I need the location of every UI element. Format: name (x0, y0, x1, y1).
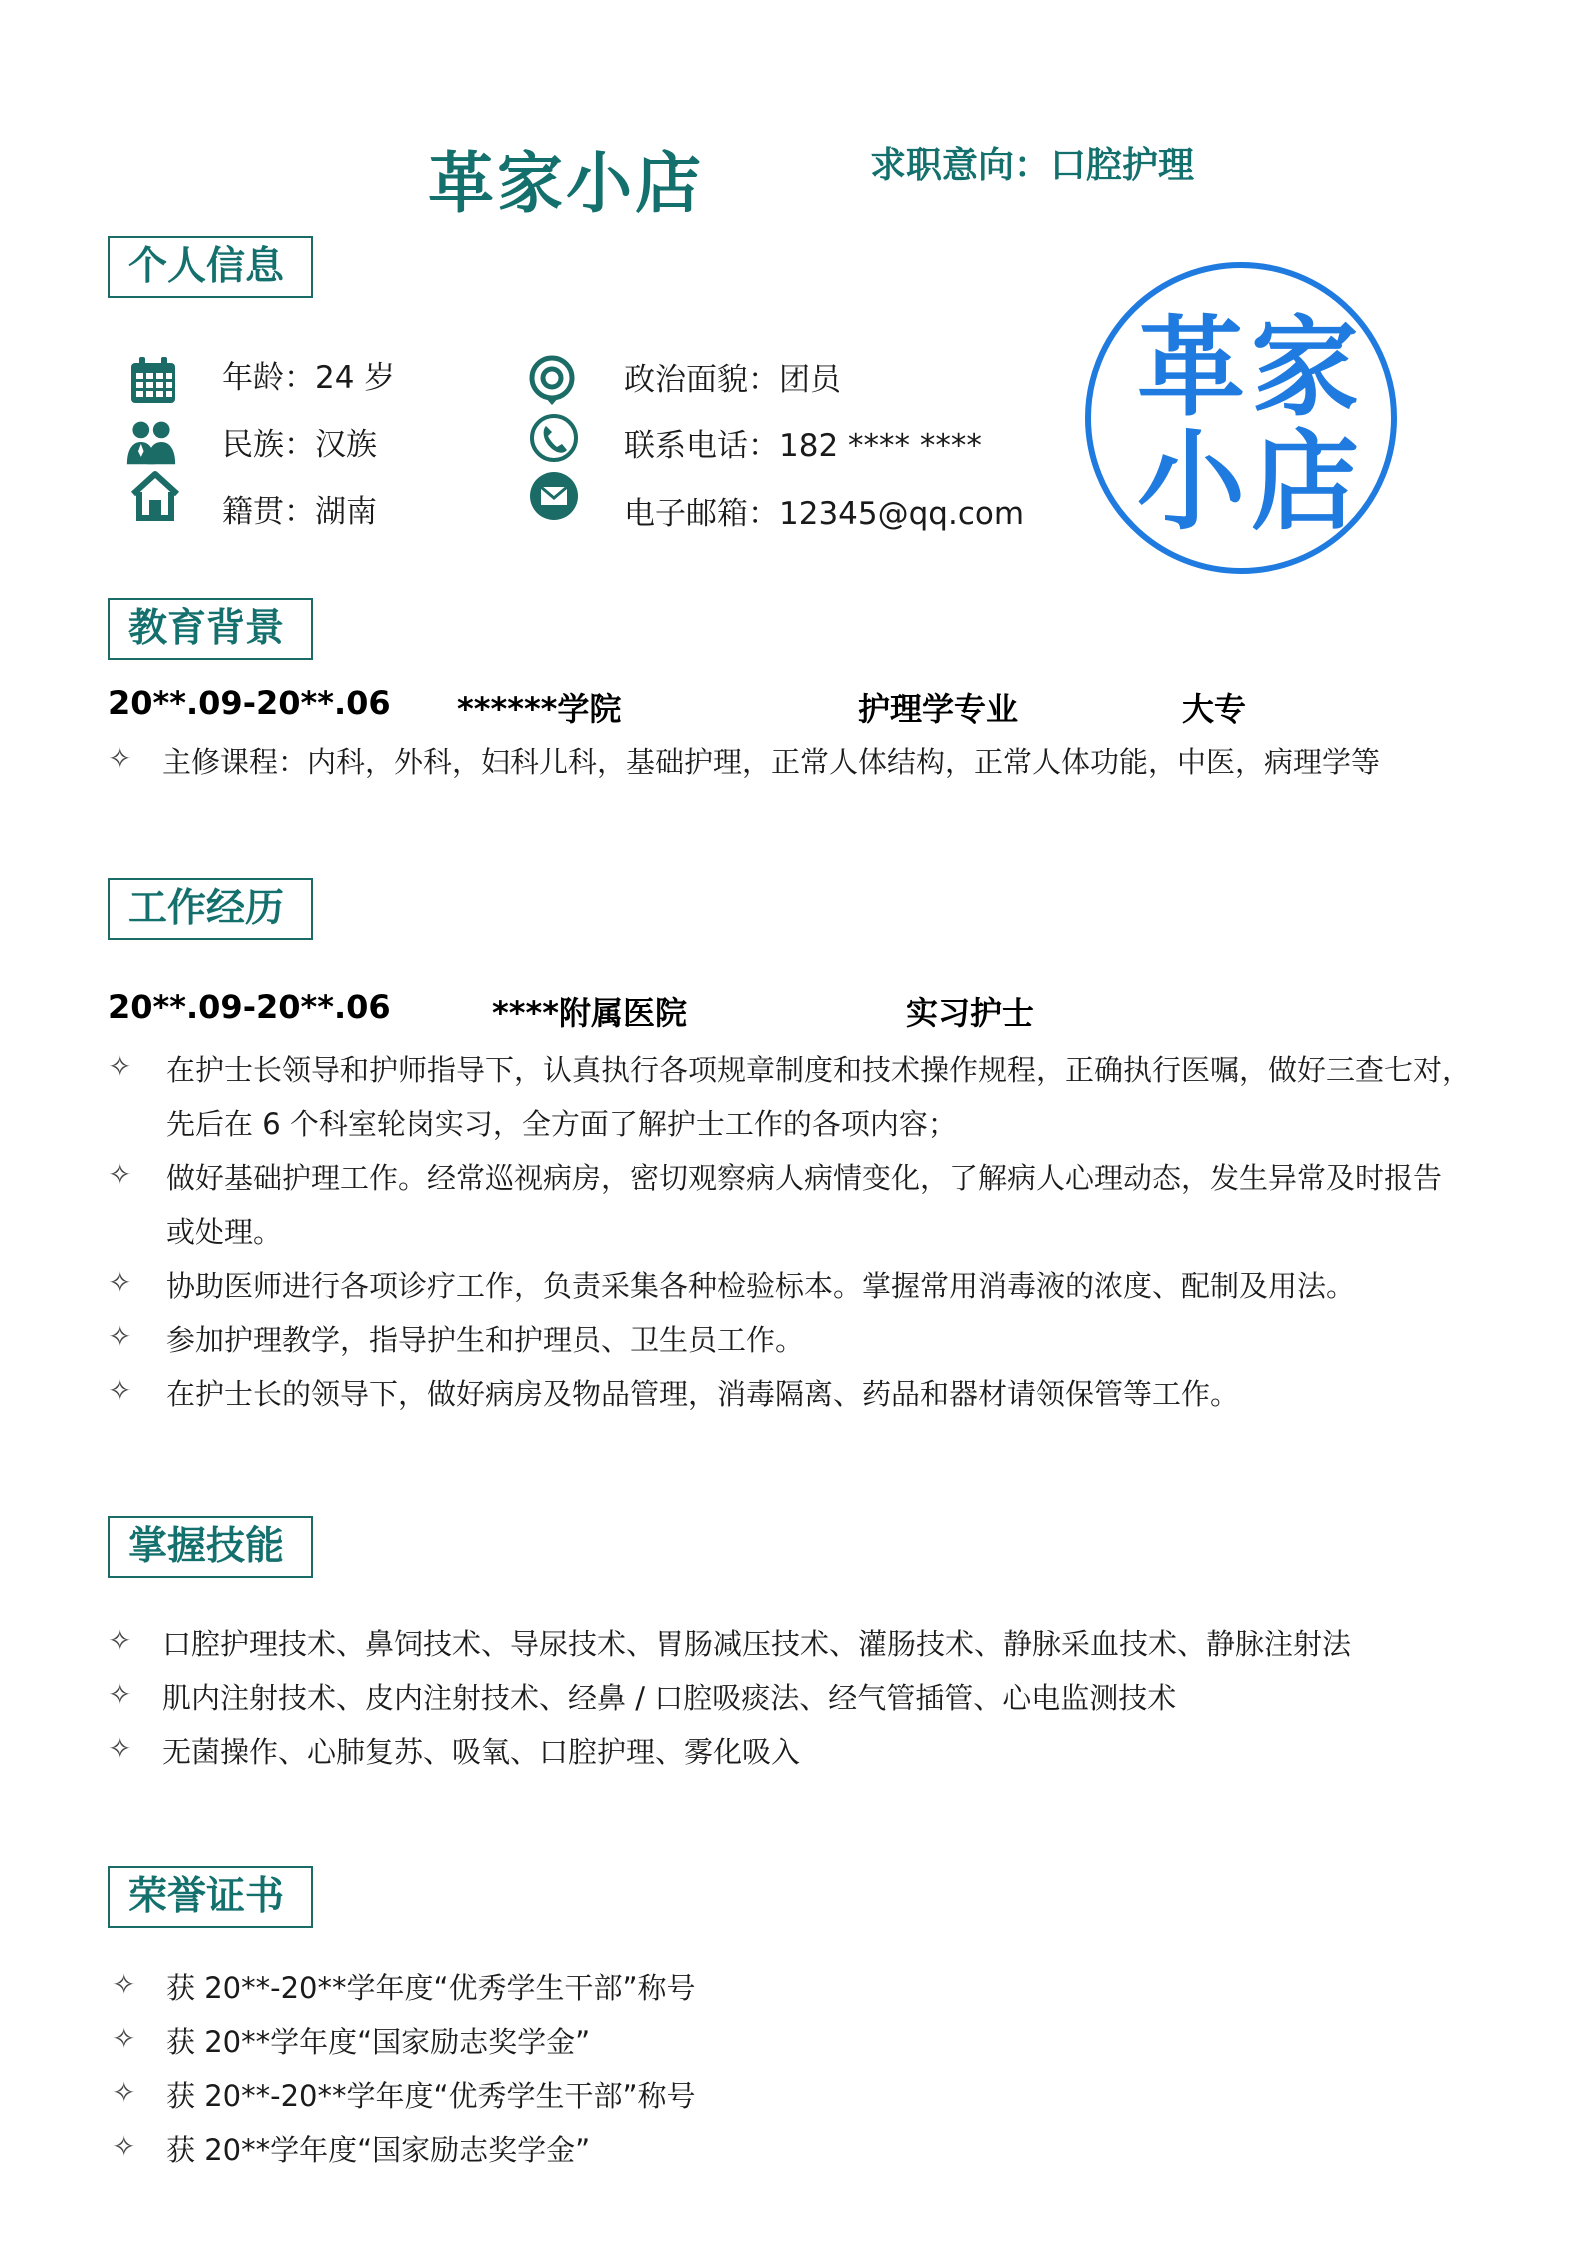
location-pin-icon (526, 354, 578, 406)
shop-stamp (1085, 262, 1397, 574)
bullet-icon: ✧ (108, 1732, 132, 1765)
people-icon (125, 416, 177, 468)
bullet-icon: ✧ (108, 1320, 132, 1353)
edu-period: 20**.09-20**.06 (108, 684, 391, 722)
edu-school: ******学院 (457, 690, 622, 728)
work-role: 实习护士 (906, 994, 1035, 1032)
phone-field: 联系电话：182 **** **** (624, 428, 982, 464)
stamp-char-1: 革 (1137, 305, 1246, 431)
section-title-education: 教育背景 (108, 598, 313, 660)
hometown-field: 籍贯：湖南 (222, 494, 377, 530)
work-item-line: 做好基础护理工作。经常巡视病房，密切观察病人病情变化，了解病人心理动态，发生异常及时报告 (166, 1161, 1443, 1195)
stamp-char-2: 家 (1251, 305, 1360, 431)
work-item-line: 在护士长的领导下，做好病房及物品管理，消毒隔离、药品和器材请领保管等工作。 (166, 1377, 1240, 1411)
ethnicity-field: 民族：汉族 (222, 427, 377, 463)
home-icon (129, 470, 181, 522)
email-field: 电子邮箱：12345@qq.com (624, 496, 1025, 532)
bullet-icon: ✧ (112, 2076, 136, 2109)
honor-item: 获 20**学年度“国家励志奖学金” (166, 2133, 591, 2167)
edu-courses: 主修课程：内科，外科，妇科儿科，基础护理，正常人体结构，正常人体功能，中医，病理学等 (162, 745, 1381, 779)
mail-icon (528, 470, 580, 522)
honor-item: 获 20**-20**学年度“优秀学生干部”称号 (166, 1971, 696, 2005)
work-period: 20**.09-20**.06 (108, 988, 391, 1026)
honor-item: 获 20**学年度“国家励志奖学金” (166, 2025, 591, 2059)
stamp-char-3: 小 (1137, 419, 1246, 545)
skill-item: 口腔护理技术、鼻饲技术、导尿技术、胃肠减压技术、灌肠技术、静脉采血技术、静脉注射法 (162, 1627, 1352, 1661)
political-status-field: 政治面貌：团员 (624, 362, 841, 398)
section-title-personal: 个人信息 (108, 236, 313, 298)
bullet-icon: ✧ (108, 1374, 132, 1407)
section-title-work: 工作经历 (108, 878, 313, 940)
bullet-icon: ✧ (108, 1266, 132, 1299)
skill-item: 无菌操作、心肺复苏、吸氧、口腔护理、雾化吸入 (162, 1735, 801, 1769)
edu-major: 护理学专业 (858, 690, 1019, 728)
section-title-skills: 掌握技能 (108, 1516, 313, 1578)
work-item-line: 参加护理教学，指导护生和护理员、卫生员工作。 (166, 1323, 805, 1357)
work-item-line: 协助医师进行各项诊疗工作，负责采集各种检验标本。掌握常用消毒液的浓度、配制及用法。 (166, 1269, 1356, 1303)
work-org: ****附属医院 (492, 994, 687, 1032)
job-intent: 求职意向：口腔护理 (870, 145, 1195, 186)
phone-icon (528, 412, 580, 464)
bullet-icon: ✧ (112, 1968, 136, 2001)
bullet-icon: ✧ (108, 1158, 132, 1191)
edu-degree: 大专 (1182, 690, 1247, 728)
age-field: 年龄：24 岁 (222, 360, 396, 396)
stamp-char-4: 店 (1251, 419, 1360, 545)
bullet-icon: ✧ (112, 2130, 136, 2163)
work-item-line: 先后在 6 个科室轮岗实习，全方面了解护士工作的各项内容； (166, 1107, 957, 1141)
candidate-name: 革家小店 (428, 145, 704, 222)
calendar-icon (127, 354, 179, 406)
bullet-icon: ✧ (112, 2022, 136, 2055)
bullet-icon: ✧ (108, 1624, 132, 1657)
work-item-line: 在护士长领导和护师指导下，认真执行各项规章制度和技术操作规程，正确执行医嘱，做好三查七对， (166, 1053, 1472, 1087)
section-title-honors: 荣誉证书 (108, 1866, 313, 1928)
honor-item: 获 20**-20**学年度“优秀学生干部”称号 (166, 2079, 696, 2113)
skill-item: 肌内注射技术、皮内注射技术、经鼻 / 口腔吸痰法、经气管插管、心电监测技术 (162, 1681, 1177, 1715)
bullet-icon: ✧ (108, 1678, 132, 1711)
bullet-icon: ✧ (108, 742, 132, 775)
work-item-line: 或处理。 (166, 1215, 283, 1249)
bullet-icon: ✧ (108, 1050, 132, 1083)
